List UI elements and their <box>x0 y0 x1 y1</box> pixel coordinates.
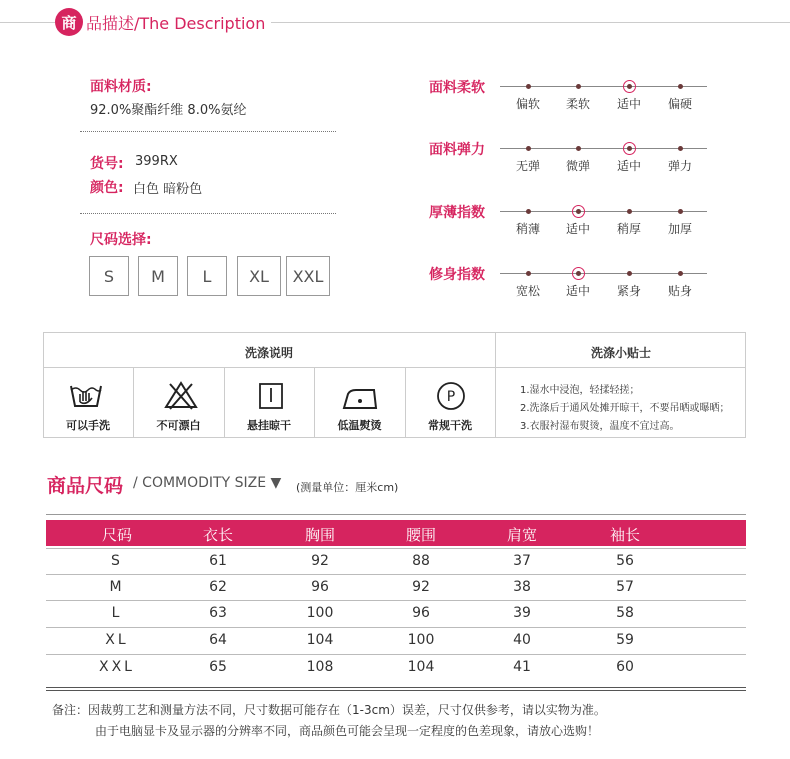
table-cell: 64 <box>209 632 227 648</box>
size-option-xl[interactable]: XL <box>237 256 281 296</box>
scale-track <box>500 211 707 212</box>
scale-selected-marker <box>623 142 636 155</box>
table-bottom-line <box>46 690 746 691</box>
table-cell: XXL <box>99 659 135 675</box>
care-tip-3: 3.衣服衬湿布熨烫，温度不宜过高。 <box>520 421 680 432</box>
item-number-value: 399RX <box>135 154 178 169</box>
scale-option: 适中 <box>565 284 590 298</box>
scale-marker <box>526 146 531 151</box>
table-cell: 88 <box>412 553 430 569</box>
scale-option: 微弹 <box>565 159 590 173</box>
section-title: 品描述/The Description <box>86 13 266 33</box>
scale-marker <box>576 84 581 89</box>
material-value: 92.0%聚酯纤维 8.0%氨纶 <box>90 103 247 118</box>
scale-label: 面料弹力 <box>429 142 485 158</box>
hand-wash-icon <box>68 380 104 410</box>
table-header-cell: 胸围 <box>304 526 335 544</box>
table-cell: 96 <box>412 605 430 621</box>
table-cell: 104 <box>306 632 334 648</box>
size-table-subtitle: / COMMODITY SIZE ▼ <box>133 475 282 491</box>
size-table-title: 商品尺码 <box>47 475 124 497</box>
scale-option: 柔软 <box>565 97 590 111</box>
scale-marker <box>526 271 531 276</box>
dry-clean-label: 常规干洗 <box>428 419 472 432</box>
table-header-cell: 腰围 <box>405 526 436 544</box>
divider <box>80 131 336 132</box>
scale-option: 紧身 <box>616 284 641 298</box>
size-option-xxl[interactable]: XXL <box>286 256 330 296</box>
section-header <box>55 7 271 37</box>
size-select-label: 尺码选择: <box>90 232 152 248</box>
hang-dry-label: 悬挂晾干 <box>247 419 291 432</box>
scale-track <box>500 148 707 149</box>
scale-track <box>500 86 707 87</box>
svg-text:P: P <box>446 389 456 405</box>
table-row-divider <box>46 574 746 575</box>
table-cell: 56 <box>616 553 634 569</box>
table-header-cell: 衣长 <box>202 526 233 544</box>
table-header-cell: 尺码 <box>101 526 132 544</box>
divider <box>80 213 336 214</box>
scale-option: 适中 <box>565 222 590 236</box>
scale-marker <box>678 84 683 89</box>
table-cell: 61 <box>209 553 227 569</box>
low-iron-icon <box>340 386 380 412</box>
color-label: 颜色: <box>90 180 124 196</box>
care-tips-title: 洗涤小贴士 <box>590 346 651 360</box>
scale-selected-marker <box>623 80 636 93</box>
table-bottom-line <box>46 687 746 688</box>
table-row-divider <box>46 627 746 628</box>
table-row-divider <box>46 654 746 655</box>
table-cell: 58 <box>616 605 634 621</box>
table-header-cell: 袖长 <box>609 526 640 544</box>
scale-option: 宽松 <box>515 284 540 298</box>
scale-option: 适中 <box>616 159 641 173</box>
table-cell: 96 <box>311 579 329 595</box>
table-cell: M <box>109 579 125 595</box>
table-cell: S <box>111 553 123 569</box>
scale-option: 偏软 <box>515 97 540 111</box>
scale-marker <box>526 209 531 214</box>
no-bleach-label: 不可漂白 <box>156 419 201 432</box>
table-cell: 39 <box>513 605 531 621</box>
hand-wash-label: 可以手洗 <box>66 419 110 432</box>
scale-marker <box>576 146 581 151</box>
table-cell: 104 <box>407 659 435 675</box>
table-cell: 37 <box>513 553 531 569</box>
no-bleach-icon <box>164 380 198 410</box>
size-option-l[interactable]: L <box>187 256 227 296</box>
scale-option: 稍厚 <box>616 222 641 236</box>
table-cell: 63 <box>209 605 227 621</box>
low-iron-label: 低温熨烫 <box>337 419 382 432</box>
scale-label: 厚薄指数 <box>429 205 485 221</box>
table-cell: 41 <box>513 659 531 675</box>
scale-label: 修身指数 <box>429 267 485 283</box>
item-number-label: 货号: <box>90 156 124 172</box>
scale-marker <box>627 209 632 214</box>
care-tip-1: 1.湿水中浸泡，轻揉轻搓； <box>520 385 640 396</box>
scale-track <box>500 273 707 274</box>
scale-label: 面料柔软 <box>429 80 485 96</box>
scale-option: 加厚 <box>667 222 692 236</box>
scale-option: 稍薄 <box>515 222 540 236</box>
color-value: 白色 暗粉色 <box>133 182 203 197</box>
table-cell: 40 <box>513 632 531 648</box>
dry-clean-icon <box>435 380 467 412</box>
table-cell: 57 <box>616 579 634 595</box>
scale-option: 适中 <box>616 97 641 111</box>
scale-option: 弹力 <box>667 159 692 173</box>
table-cell: 60 <box>616 659 634 675</box>
table-cell: 62 <box>209 579 227 595</box>
scale-marker <box>678 209 683 214</box>
care-tip-2: 2.洗涤后于通风处摊开晾干，不要吊晒或曝晒； <box>520 403 730 414</box>
table-cell: L <box>111 605 123 621</box>
table-row-divider <box>46 600 746 601</box>
scale-option: 无弹 <box>515 159 540 173</box>
hang-dry-icon <box>258 382 284 410</box>
footer-note-1: 备注：因裁剪工艺和测量方法不同，尺寸数据可能存在（1-3cm）误差，尺寸仅供参考，请以实物为准。 <box>52 703 606 717</box>
table-cell: XL <box>105 632 129 648</box>
table-cell: 65 <box>209 659 227 675</box>
size-option-m[interactable]: M <box>138 256 178 296</box>
table-cell: 92 <box>311 553 329 569</box>
table-cell: 108 <box>306 659 334 675</box>
table-cell: 92 <box>412 579 430 595</box>
table-top-line <box>46 514 746 515</box>
table-header-cell: 肩宽 <box>506 526 537 544</box>
scale-marker <box>678 271 683 276</box>
table-row-divider <box>46 548 746 549</box>
scale-marker <box>526 84 531 89</box>
care-instructions-title: 洗涤说明 <box>244 346 293 360</box>
scale-marker <box>627 271 632 276</box>
care-header-divider <box>43 367 746 368</box>
scale-marker <box>678 146 683 151</box>
table-cell: 100 <box>306 605 334 621</box>
size-table-unit-note: (测量单位：厘米cm) <box>296 481 399 494</box>
table-cell: 100 <box>407 632 435 648</box>
table-cell: 38 <box>513 579 531 595</box>
section-badge: 商 <box>55 8 83 36</box>
size-option-s[interactable]: S <box>89 256 129 296</box>
scale-option: 贴身 <box>667 284 692 298</box>
footer-note-2: 由于电脑显卡及显示器的分辨率不同，商品颜色可能会呈现一定程度的色差现象，请放心选购！ <box>95 724 600 738</box>
scale-selected-marker <box>572 205 585 218</box>
table-cell: 59 <box>616 632 634 648</box>
scale-option: 偏硬 <box>667 97 692 111</box>
material-label: 面料材质: <box>90 79 152 95</box>
scale-selected-marker <box>572 267 585 280</box>
